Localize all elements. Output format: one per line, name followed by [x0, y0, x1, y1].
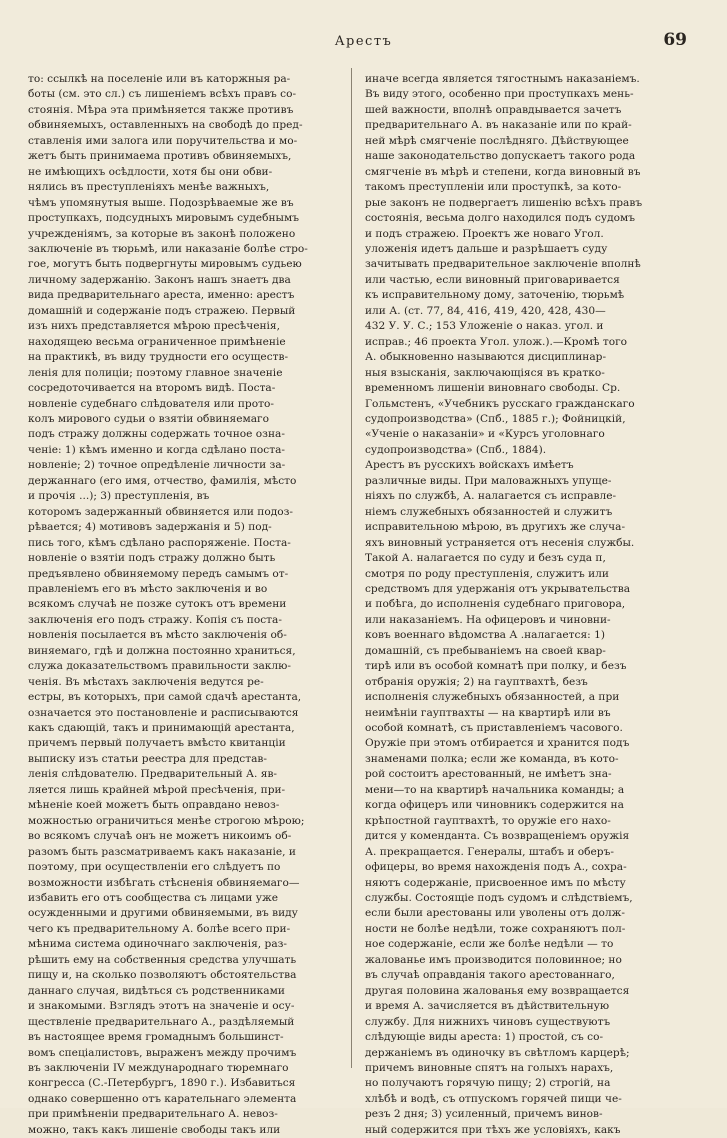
text-line: рой состоитъ арестованный, не имѣетъ зна- [365, 768, 612, 781]
text-line: находящею весьма ограниченное примѣненіе [28, 335, 286, 348]
text-line: гое, могутъ быть подвергнуты мировымъ судьею [28, 258, 302, 271]
text-line: судопроизводства» (Спб., 1885 г.); Фойницкій, [365, 412, 626, 425]
text-line: мѣненіе коей можетъ быть оправдано невоз- [28, 799, 280, 812]
text-line: въ случаѣ оправданія такого арестованнаго, [365, 969, 615, 982]
text-line: новленіе; 2) точное опредѣленіе личности за- [28, 459, 286, 472]
text-line: чего къ предварительному А. болѣе всего при- [28, 922, 291, 935]
text-line: сосредоточивается на второмъ видѣ. Поста- [28, 382, 276, 395]
text-line: при примѣненіи предварительнаго А. невоз- [28, 1108, 278, 1121]
text-line: если были арестованы или уволены отъ долж- [365, 907, 625, 920]
page-number: 69 [663, 30, 687, 50]
text-line: исправ.; 46 проекта Угол. улож.).—Кромѣ того [365, 335, 628, 348]
text-line: ковъ военнаго вѣдомства А .налагается: 1) [365, 629, 605, 642]
column-divider [351, 68, 352, 1068]
text-line: крѣпостной гауптвахтѣ, то оружіе его нахо- [365, 814, 611, 827]
text-line: другая половина жалованья ему возвращается [365, 984, 630, 997]
text-line: 432 У. У. С.; 153 Уложеніе о наказ. угол. и [365, 320, 604, 333]
text-line: Оружіе при этомъ отбирается и хранится подъ [365, 737, 630, 750]
text-line: избавить его отъ сообщества съ лицами уже [28, 892, 278, 905]
text-line: мѣнима система одиночнаго заключенія, раз- [28, 938, 287, 951]
text-line: «Ученіе о наказаніи» и «Курсъ уголовнаго [365, 428, 605, 441]
text-line: колъ мирового судьи о взятіи обвиняемаго [28, 412, 269, 425]
text-line: можно, такъ какъ лишеніе свободы такъ или [28, 1123, 281, 1136]
text-line: ленія для полиціи; поэтому главное значеніе [28, 366, 283, 379]
text-line: службу. Для нижнихъ чиновъ существуютъ [365, 1015, 611, 1028]
text-line: всякомъ случаѣ не позже сутокъ отъ времени [28, 598, 287, 611]
text-line: состоянія, весьма долго находился подъ судомъ [365, 212, 635, 225]
text-line: обвиняемыхъ, оставленныхъ на свободѣ до пред- [28, 119, 303, 132]
text-line: временномъ лишеніи виновнаго свободы. Ср. [365, 382, 621, 395]
text-line: проступкахъ, подсудныхъ мировымъ судебнымъ [28, 212, 299, 225]
text-line: въ настоящее время громаднымъ большинст- [28, 1031, 284, 1044]
text-line: новленія посылается въ мѣсто заключенія об- [28, 629, 287, 642]
text-line: новленіе судебнаго слѣдователя или прото- [28, 397, 274, 410]
text-line: держаніемъ въ одиночку въ свѣтломъ карцерѣ; [365, 1046, 630, 1059]
text-line: личному задержанію. Законъ нашъ знаетъ два [28, 273, 291, 286]
text-line: исполненія служебныхъ обязанностей, а при [365, 691, 620, 704]
text-line: слѣдующіе виды ареста: 1) простой, съ со- [365, 1031, 604, 1044]
text-line: конгресса (С.-Петербургъ, 1890 г.). Избавиться [28, 1077, 296, 1090]
text-line: возможности избѣгать стѣсненія обвиняемаго— [28, 876, 300, 889]
text-line: Гольмстенъ, «Учебникъ русскаго гражданскаго [365, 397, 635, 410]
text-line: держаннаго (его имя, отчество, фамилія, мѣсто [28, 474, 297, 487]
text-line: рѣвается; 4) мотивовъ задержанія и 5) под- [28, 521, 272, 534]
text-line: смотря по роду преступленія, служитъ или [365, 567, 609, 580]
text-line: смягченіе въ мѣрѣ и степени, когда виновный въ [365, 165, 641, 178]
text-line: то: ссылкѣ на поселеніе или въ каторжныя ра- [28, 73, 291, 85]
text-line: вомъ спеціалистовъ, выраженъ между прочимъ [28, 1046, 297, 1059]
text-line: заключеніе въ тюрьмѣ, или наказаніе болѣе стро- [28, 242, 308, 255]
text-line: ности не болѣе недѣли, тоже сохраняютъ пол- [365, 922, 626, 935]
text-line: наше законодательство допускаетъ такого рода [365, 150, 636, 163]
text-line: разомъ быть разсматриваемъ какъ наказаніе, и [28, 845, 296, 858]
text-line: средствомъ для удержанія отъ укрывательства [365, 582, 631, 595]
text-line: причемъ виновные спятъ на голыхъ нарахъ, [365, 1062, 614, 1074]
text-line: ное содержаніе, если же болѣе недѣли — то [365, 938, 614, 951]
text-line: въ заключеніи IV международнаго тюремнаго [28, 1062, 289, 1074]
text-line: на практикѣ, въ виду трудности его осуществ- [28, 351, 289, 364]
text-line: или частью, если виновный приговаривается [365, 273, 620, 286]
text-line: домашній и содержаніе подъ стражею. Первый [28, 304, 296, 317]
text-line: къ исправительному дому, заточенію, тюрьмѣ [365, 289, 625, 302]
text-line: боты (см. это сл.) съ лишеніемъ всѣхъ правъ со- [28, 88, 297, 101]
text-line: неимѣніи гауптвахты — на квартирѣ или въ [365, 706, 611, 719]
text-line: шей важности, вполнѣ оправдывается зачетъ [365, 103, 622, 116]
text-line: служа доказательствомъ правильности заклю- [28, 660, 291, 673]
text-line: резъ 2 дня; 3) усиленный, причемъ винов- [365, 1108, 603, 1121]
text-line: особой комнатѣ, съ приставленіемъ часового. [365, 722, 623, 735]
text-line: Арестъ въ русскихъ войскахъ имѣетъ [365, 459, 574, 472]
text-line: домашній, съ пребываніемъ на своей квар- [365, 644, 606, 657]
text-line: и знакомыми. Взглядъ этотъ на значеніе и осу- [28, 1000, 295, 1013]
text-line: заключенія его подъ стражу. Копія съ поста- [28, 613, 282, 626]
text-line: пищу и, на сколько позволяютъ обстоятельства [28, 969, 297, 982]
text-line: службы. Состоящіе подъ судомъ и слѣдствіемъ, [365, 892, 633, 905]
text-line: ней мѣрѣ смягченіе послѣдняго. Дѣйствующее [365, 134, 629, 147]
text-line: которомъ задержанный обвиняется или подоз- [28, 505, 294, 518]
text-line: даннаго случая, видѣться съ родственниками [28, 984, 285, 997]
text-line: выписку изъ статьи реестра для представ- [28, 752, 267, 765]
text-line: иначе всегда является тягостнымъ наказаніемъ. [365, 73, 640, 85]
text-line: тирѣ или въ особой комнатѣ при полку, и безъ [365, 660, 627, 673]
text-line: ныя взысканія, заключающіяся въ кратко- [365, 366, 605, 379]
text-line: предъявлено обвиняемому передъ самымъ от- [28, 567, 289, 580]
text-line: во всякомъ случаѣ онъ не можетъ никоимъ об- [28, 830, 292, 843]
text-line: и прочія ...); 3) преступленія, въ [28, 490, 210, 503]
text-line: ченіе: 1) кѣмъ именно и когда сдѣлано поста- [28, 443, 285, 456]
text-line: и время А. зачисляется въ дѣйствительную [365, 1000, 610, 1013]
text-line: предварительнаго А. въ наказаніе или по край- [365, 119, 632, 132]
text-line: ляется лишь крайней мѣрой пресѣченія, при- [28, 783, 286, 796]
text-line: ленія слѣдователю. Предварительный А. яв- [28, 768, 278, 781]
text-line: Въ виду этого, особенно при проступкахъ мень- [365, 88, 634, 101]
text-line: яхъ виновный устраняется отъ несенія службы. [365, 536, 635, 549]
text-line: однако совершенно отъ карательнаго элемента [28, 1092, 297, 1105]
text-line: ченія. Въ мѣстахъ заключенія ведутся ре- [28, 675, 264, 688]
text-line: различные виды. При маловажныхъ упуще- [365, 474, 612, 487]
text-line: ніяхъ по службѣ, А. налагается съ исправле- [365, 490, 617, 503]
text-line: поэтому, при осуществленіи его слѣдуетъ по [28, 861, 281, 874]
text-line: А. прекращается. Генералы, штабъ и оберъ- [365, 845, 614, 858]
text-line: и подъ стражею. Проектъ же новаго Угол. [365, 227, 604, 240]
text-line: дится у коменданта. Съ возвращеніемъ оружія [365, 830, 630, 843]
text-line: учрежденіямъ, за которые въ законѣ положено [28, 227, 296, 240]
text-line: ный содержится при тѣхъ же условіяхъ, какъ [365, 1123, 621, 1136]
text-line: знаменами полка; если же команда, въ кото- [365, 752, 619, 765]
text-line: мени—то на квартирѣ начальника команды; а [365, 783, 625, 796]
text-line: хлѣбѣ и водѣ, съ отпускомъ горячей пищи че- [365, 1092, 622, 1105]
text-line: судопроизводства» (Спб., 1884). [365, 443, 547, 456]
text-line: какъ сдающій, такъ и принимающій арестанта, [28, 722, 295, 735]
text-line: естры, въ которыхъ, при самой сдачѣ арестанта, [28, 691, 302, 704]
text-line: жетъ быть принимаема противъ обвиняемыхъ, [28, 150, 292, 163]
text-line: няютъ содержаніе, присвоенное имъ по мѣсту [365, 876, 626, 889]
text-line: пись того, кѣмъ сдѣлано распоряженіе. Поста- [28, 536, 291, 549]
page-header [0, 30, 727, 60]
text-line: такомъ преступленіи или проступкѣ, за кото- [365, 181, 622, 194]
text-line: вида предварительнаго ареста, именно: арестъ [28, 289, 295, 302]
text-line: стоянія. Мѣра эта примѣняется также противъ [28, 103, 294, 116]
text-line: офицеры, во время нахожденія подъ А., сохра- [365, 861, 627, 874]
text-line: нялись въ преступленіяхъ менѣе важныхъ, [28, 181, 270, 194]
text-line: осужденными и другими обвиняемыми, въ виду [28, 907, 298, 920]
text-line: подъ стражу должны содержать точное озна- [28, 428, 285, 441]
text-line: но получаютъ горячую пищу; 2) строгій, на [365, 1077, 611, 1090]
text-line: новленіе о взятіи подъ стражу должно быть [28, 552, 276, 565]
text-line: можностью ограничиться менѣе строгою мѣрою; [28, 814, 305, 827]
text-line: или А. (ст. 77, 84, 416, 419, 420, 428, 430— [365, 304, 606, 317]
text-line: ніемъ служебныхъ обязанностей и служитъ [365, 505, 613, 518]
text-line: ществленіе предварительнаго А., раздѣляемый [28, 1015, 295, 1028]
text-line: означается это постановленіе и расписываются [28, 706, 299, 719]
text-line: не имѣющихъ осѣдлости, хотя бы они обви- [28, 165, 273, 178]
text-line: когда офицеръ или чиновникъ содержится на [365, 799, 624, 812]
right-column [365, 72, 687, 1138]
text-line: чѣмъ упомянутыя выше. Подозрѣваемые же въ [28, 196, 294, 209]
text-line: рые законъ не подвергаетъ лишенію всѣхъ правъ [365, 196, 643, 209]
text-line: рѣшить ему на собственныя средства улучшать [28, 953, 297, 966]
text-line: правленіемъ его въ мѣсто заключенія и во [28, 582, 268, 595]
text-line: и побѣга, до исполненія судебнаго приговора, [365, 598, 626, 611]
text-line: А. обыкновенно называются дисциплинар- [365, 351, 607, 364]
text-line: изъ нихъ представляется мѣрою пресѣченія, [28, 320, 280, 333]
text-line: уложенія идетъ дальше и разрѣшаетъ суду [365, 242, 608, 255]
text-line: зачитывать предварительное заключеніе вполнѣ [365, 258, 641, 271]
text-line: ставленія ими залога или поручительства и мо- [28, 134, 298, 147]
text-line: виняемаго, гдѣ и должна постоянно храниться, [28, 644, 296, 657]
text-line: Такой А. налагается по суду и безъ суда п, [365, 552, 606, 565]
left-column [28, 72, 337, 1138]
text-line: или наказаніемъ. На офицеровъ и чиновни- [365, 613, 611, 626]
running-title: Арестъ [334, 34, 393, 49]
text-line: отбранія оружія; 2) на гауптвахтѣ, безъ [365, 675, 588, 688]
text-line: жалованье имъ производится половинное; но [365, 953, 622, 966]
text-line: исправительною мѣрою, въ другихъ же случа- [365, 521, 626, 534]
text-line: причемъ первый получаетъ вмѣсто квитанціи [28, 737, 286, 750]
